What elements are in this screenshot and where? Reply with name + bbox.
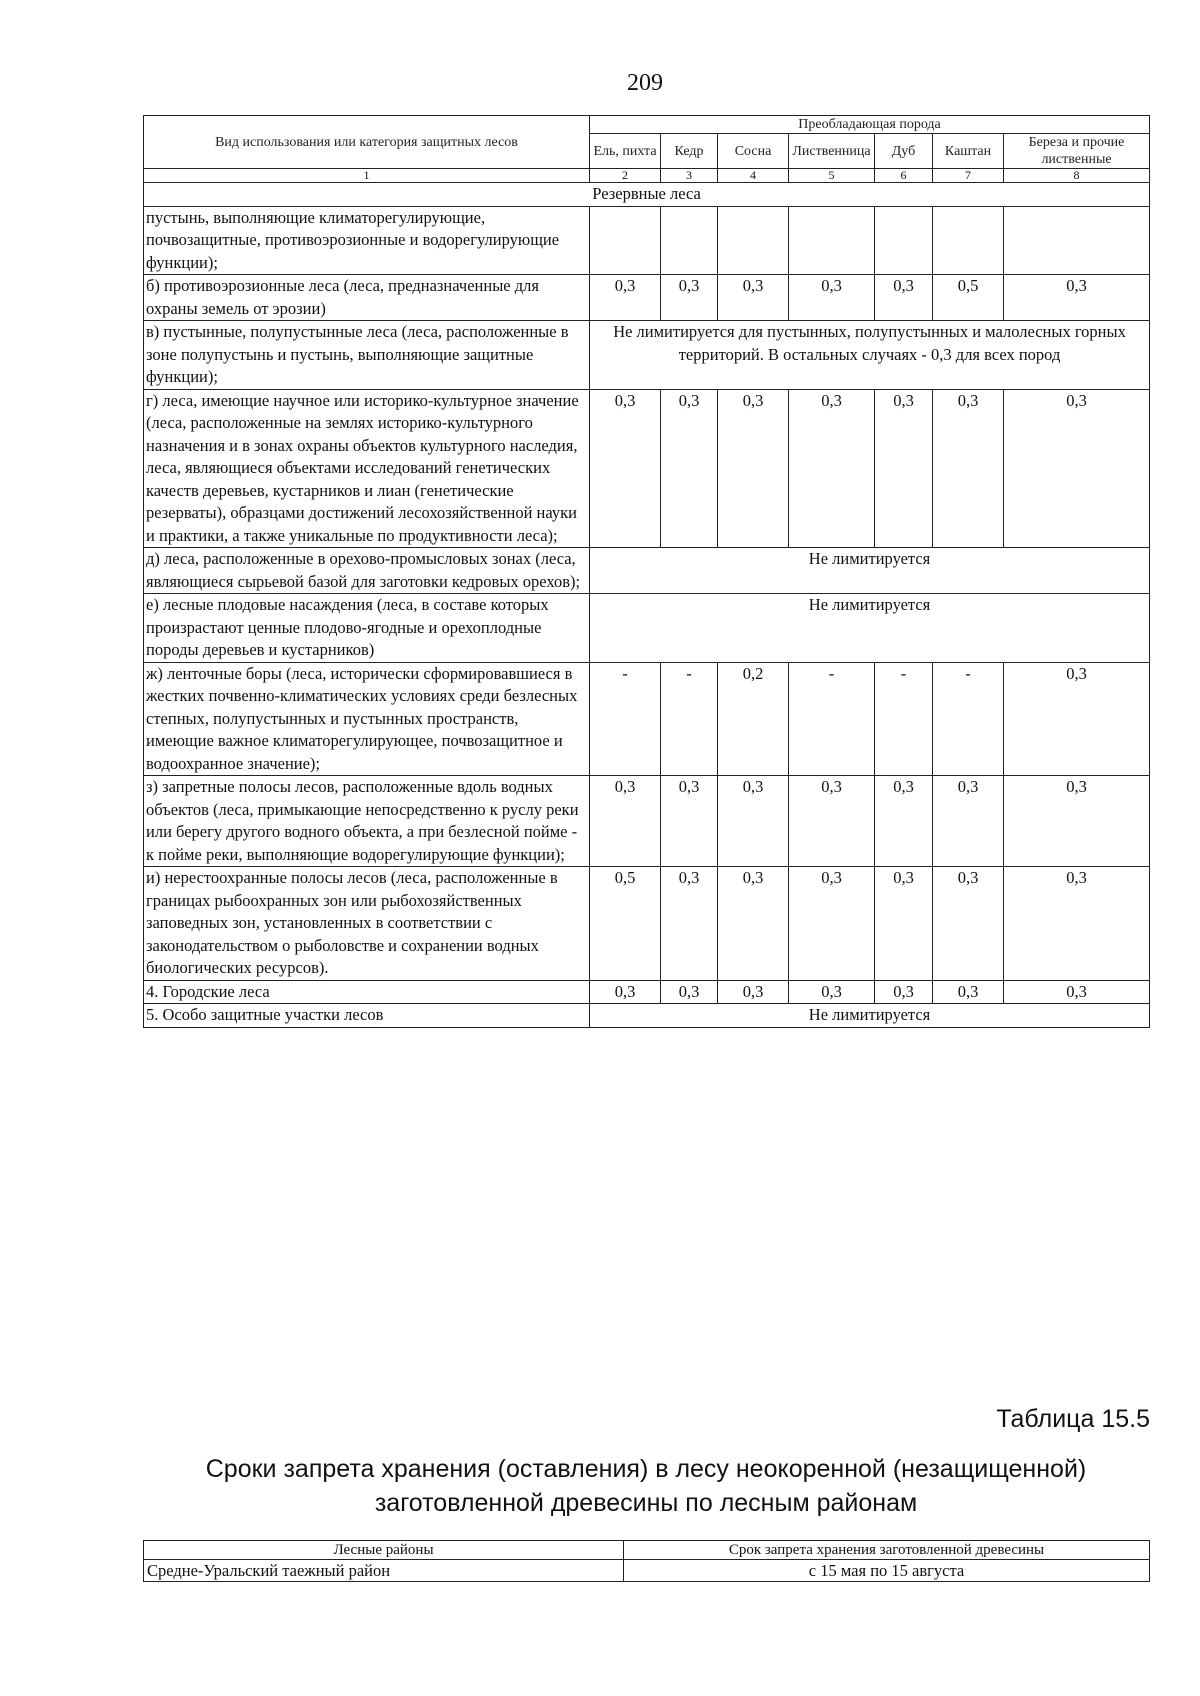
value-cell: 0,3 <box>590 980 661 1004</box>
merged-value-cell: Не лимитируется <box>590 594 1150 663</box>
column-number: 4 <box>718 169 789 183</box>
value-cell: 0,3 <box>718 275 789 321</box>
value-cell: 0,3 <box>1004 389 1150 548</box>
header-group: Преобладающая порода <box>590 116 1150 134</box>
value-cell: - <box>590 662 661 776</box>
value-cell: 0,3 <box>933 776 1004 867</box>
value-cell: 0,5 <box>933 275 1004 321</box>
column-number: 1 <box>144 169 590 183</box>
table-row <box>144 389 1150 548</box>
value-cell: - <box>789 662 875 776</box>
table-label: Таблица 15.5 <box>996 1405 1150 1433</box>
column-number: 7 <box>933 169 1004 183</box>
value-cell: 0,3 <box>789 776 875 867</box>
table-row <box>144 867 1150 981</box>
table-row <box>144 206 1150 275</box>
table-row <box>144 548 1150 594</box>
value-cell: 0,3 <box>1004 867 1150 981</box>
value-cell: 0,3 <box>718 389 789 548</box>
value-cell: 0,3 <box>933 389 1004 548</box>
value-cell: - <box>661 662 718 776</box>
category-cell: и) нерестоохранные полосы лесов (леса, расположенные в границах рыбоохранных зон или рыбохозяйственных заповедных зон, установленных в соответствии с законодательством о рыболовстве и сохранении водных биологических ресурсов). <box>144 867 590 981</box>
value-cell: 0,3 <box>1004 662 1150 776</box>
table-row <box>144 662 1150 776</box>
value-cell: 0,3 <box>875 867 933 981</box>
merged-value-cell: Не лимитируется для пустынных, полупустынных и малолесных горных территорий. В остальных случаях - 0,3 для всех пород <box>590 321 1150 390</box>
category-cell: ж) ленточные боры (леса, исторически сформировавшиеся в жестких почвенно-климатических условиях среди безлесных степных, полупустынных и пустынных пространств, имеющие важное климаторегулирующее, почвозащитное и водоохранное значение); <box>144 662 590 776</box>
value-cell <box>661 206 718 275</box>
value-cell: 0,3 <box>875 980 933 1004</box>
table-row <box>144 321 1150 390</box>
merged-value-cell: Не лимитируется <box>590 548 1150 594</box>
column-number: 2 <box>590 169 661 183</box>
category-cell: пустынь, выполняющие климаторегулирующие, почвозащитные, противоэрозионные и водорегулирующие функции); <box>144 206 590 275</box>
value-cell: 0,3 <box>875 389 933 548</box>
value-cell: 0,3 <box>590 776 661 867</box>
merged-value-cell: Не лимитируется <box>590 1004 1150 1028</box>
header-species: Береза и прочие лиственные <box>1004 134 1150 169</box>
forest-use-table <box>143 115 1150 1028</box>
table-row <box>144 594 1150 663</box>
value-cell: 0,3 <box>661 867 718 981</box>
value-cell <box>590 206 661 275</box>
period-cell: с 15 мая по 15 августа <box>624 1560 1150 1582</box>
value-cell: 0,3 <box>789 867 875 981</box>
page-number: 209 <box>627 70 663 96</box>
table-row <box>144 980 1150 1004</box>
value-cell: - <box>875 662 933 776</box>
category-cell: е) лесные плодовые насаждения (леса, в составе которых произрастают ценные плодово-ягодные и орехоплодные породы деревьев и кустарников) <box>144 594 590 663</box>
value-cell: 0,3 <box>875 275 933 321</box>
category-cell: д) леса, расположенные в орехово-промысловых зонах (леса, являющиеся сырьевой базой для заготовки кедровых орехов); <box>144 548 590 594</box>
column-number: 5 <box>789 169 875 183</box>
category-cell: 4. Городские леса <box>144 980 590 1004</box>
value-cell <box>789 206 875 275</box>
value-cell: 0,3 <box>661 275 718 321</box>
column-number: 8 <box>1004 169 1150 183</box>
value-cell: 0,3 <box>1004 776 1150 867</box>
header-species: Сосна <box>718 134 789 169</box>
value-cell: 0,3 <box>590 389 661 548</box>
category-cell: з) запретные полосы лесов, расположенные вдоль водных объектов (леса, примыкающие непосредственно к руслу реки или берегу другого водного объекта, а при безлесной пойме - к пойме реки, выполняющие водорегулирующие функции); <box>144 776 590 867</box>
header-category: Вид использования или категория защитных лесов <box>144 116 590 169</box>
table-row <box>144 275 1150 321</box>
category-cell: в) пустынные, полупустынные леса (леса, расположенные в зоне полупустынь и пустынь, выполняющие защитные функции); <box>144 321 590 390</box>
table-row <box>144 776 1150 867</box>
category-cell: б) противоэрозионные леса (леса, предназначенные для охраны земель от эрозии) <box>144 275 590 321</box>
value-cell: 0,3 <box>933 867 1004 981</box>
storage-ban-table <box>143 1540 1150 1582</box>
header-species: Каштан <box>933 134 1004 169</box>
value-cell: 0,3 <box>718 867 789 981</box>
value-cell <box>875 206 933 275</box>
header-species: Дуб <box>875 134 933 169</box>
section-title: Резервные леса <box>144 183 1150 207</box>
value-cell <box>718 206 789 275</box>
value-cell: 0,3 <box>933 980 1004 1004</box>
value-cell: 0,3 <box>1004 980 1150 1004</box>
header-species: Ель, пихта <box>590 134 661 169</box>
header-region: Лесные районы <box>144 1541 624 1560</box>
value-cell <box>933 206 1004 275</box>
value-cell: 0,3 <box>661 389 718 548</box>
value-cell: 0,3 <box>875 776 933 867</box>
value-cell: - <box>933 662 1004 776</box>
value-cell: 0,5 <box>590 867 661 981</box>
value-cell: 0,3 <box>1004 275 1150 321</box>
table-title: Сроки запрета хранения (оставления) в лесу неокоренной (незащищенной) заготовленной древесины по лесным районам <box>205 1455 1087 1517</box>
table-row <box>144 1004 1150 1028</box>
value-cell: 0,3 <box>789 389 875 548</box>
value-cell: 0,3 <box>718 776 789 867</box>
value-cell: 0,3 <box>789 980 875 1004</box>
value-cell: 0,3 <box>661 776 718 867</box>
value-cell: 0,3 <box>590 275 661 321</box>
value-cell: 0,3 <box>718 980 789 1004</box>
header-species: Кедр <box>661 134 718 169</box>
region-cell: Средне-Уральский таежный район <box>144 1560 624 1582</box>
category-cell: 5. Особо защитные участки лесов <box>144 1004 590 1028</box>
column-number: 6 <box>875 169 933 183</box>
header-species: Лиственница <box>789 134 875 169</box>
category-cell: г) леса, имеющие научное или историко-культурное значение (леса, расположенные на землях историко-культурного назначения и в зонах охраны объектов культурного наследия, леса, являющиеся объектами исследований генетических качеств деревьев, кустарников и лиан (генетические резерваты), образцами достижений лесохозяйственной науки и практики, а также уникальные по продуктивности леса); <box>144 389 590 548</box>
header-period: Срок запрета хранения заготовленной древесины <box>624 1541 1150 1560</box>
value-cell: 0,3 <box>661 980 718 1004</box>
value-cell: 0,2 <box>718 662 789 776</box>
value-cell <box>1004 206 1150 275</box>
value-cell: 0,3 <box>789 275 875 321</box>
column-number: 3 <box>661 169 718 183</box>
